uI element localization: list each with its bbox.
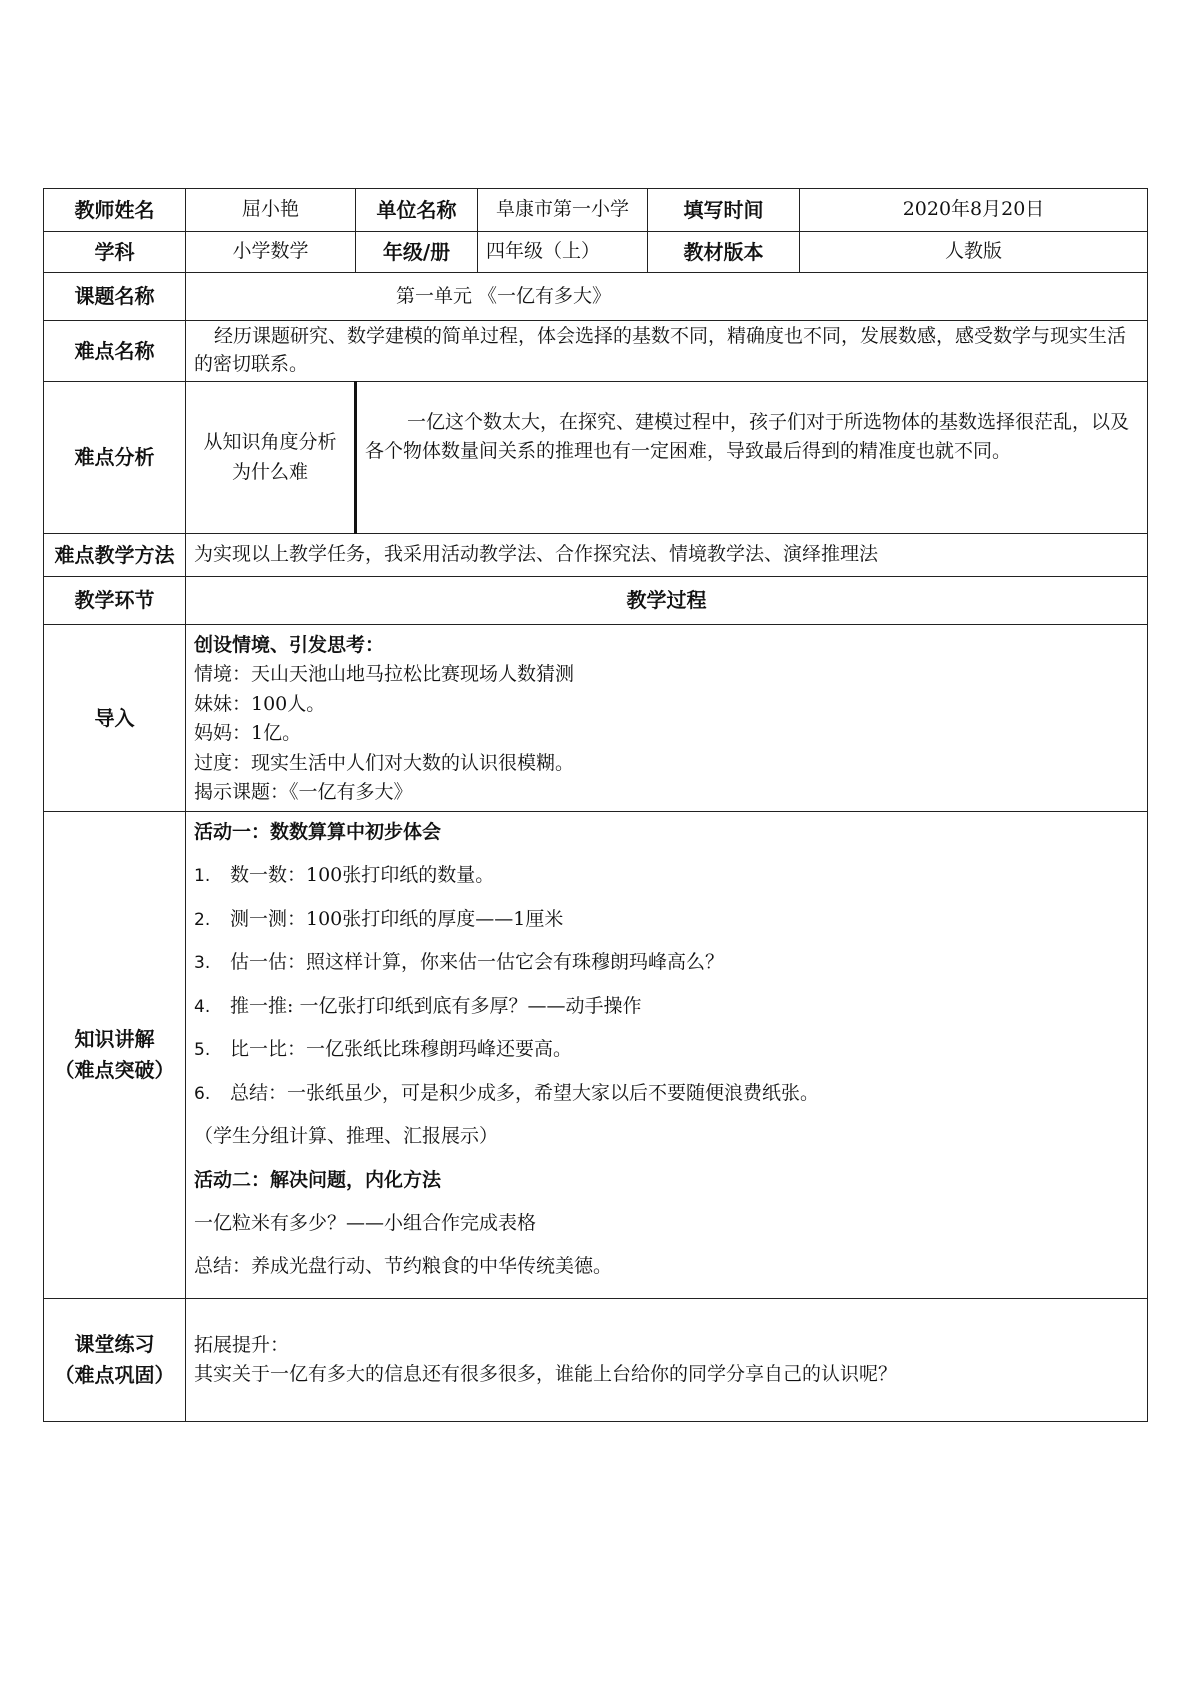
practice-text: 其实关于一亿有多大的信息还有很多很多，谁能上台给你的同学分享自己的认识呢？	[194, 1363, 898, 1385]
process-step-label: 教学环节	[44, 577, 186, 625]
step-number: 5.	[194, 1040, 211, 1061]
knowledge-label	[44, 812, 186, 1299]
intro-line: 情境：天山天池山地马拉松比赛现场人数猜测	[194, 663, 575, 686]
step-number: 6.	[194, 1083, 211, 1104]
intro-line: 妈妈：1亿。	[194, 722, 302, 745]
intro-line: 过度：现实生活中人们对大数的认识很模糊。	[194, 751, 575, 774]
step-item	[194, 1035, 1139, 1064]
activity2-line: 总结：养成光盘行动、节约粮食的中华传统美德。	[194, 1255, 613, 1278]
fill-date-label: 填写时间	[648, 189, 800, 232]
intro-content	[186, 625, 1148, 812]
step-number: 2.	[194, 909, 211, 930]
teacher-name-label: 教师姓名	[44, 189, 186, 232]
edition-value: 人教版	[800, 232, 1148, 273]
analysis-label: 难点分析	[44, 382, 186, 534]
difficulty-value: 经历课题研究、数学建模的简单过程，体会选择的基数不同，精确度也不同，发展数感，感受数学与现实生活的密切联系。	[186, 321, 1148, 382]
step-text: 比一比：一亿张纸比珠穆朗玛峰还要高。	[230, 1038, 573, 1061]
process-title: 教学过程	[186, 577, 1148, 625]
activity1-title: 活动一：数数算算中初步体会	[194, 821, 442, 843]
practice-row	[44, 1299, 1148, 1422]
practice-label-line2: （难点巩固）	[54, 1363, 175, 1387]
subject-value: 小学数学	[186, 232, 356, 273]
grade-value: 四年级（上）	[478, 232, 648, 273]
grade-label: 年级/册	[356, 232, 478, 273]
method-value: 为实现以上教学任务，我采用活动教学法、合作探究法、情境教学法、演绎推理法	[186, 534, 1148, 577]
analysis-value: 一亿这个数太大，在探究、建模过程中，孩子们对于所选物体的基数选择很茫乱，以及各个物体数量间关系的推理也有一定困难，导致最后得到的精准度也就不同。	[356, 382, 1148, 534]
step-item	[194, 992, 1139, 1021]
practice-label-line1: 课堂练习	[74, 1332, 155, 1356]
topic-value: 第一单元 《一亿有多大》	[186, 273, 1148, 321]
header-row-1	[44, 189, 1148, 232]
teacher-name-value: 屈小艳	[186, 189, 356, 232]
analysis-sub-label: 从知识角度分析为什么难	[186, 382, 356, 534]
intro-heading: 创设情境、引发思考：	[194, 634, 385, 656]
step-number: 4.	[194, 996, 211, 1017]
lesson-plan-form	[43, 188, 1147, 1422]
method-row	[44, 534, 1148, 577]
activity2-title: 活动二：解决问题，内化方法	[194, 1168, 442, 1191]
knowledge-label-line2: （难点突破）	[54, 1058, 175, 1082]
step-text: 总结：一张纸虽少，可是积少成多，希望大家以后不要随便浪费纸张。	[230, 1081, 820, 1104]
school-label: 单位名称	[356, 189, 478, 232]
practice-heading: 拓展提升：	[194, 1333, 290, 1356]
step-item	[194, 948, 1139, 977]
difficulty-label: 难点名称	[44, 321, 186, 382]
practice-content	[186, 1299, 1148, 1422]
header-row-2	[44, 232, 1148, 273]
lesson-plan-table	[43, 188, 1148, 1422]
analysis-row	[44, 382, 1148, 534]
edition-label: 教材版本	[648, 232, 800, 273]
school-value: 阜康市第一小学	[478, 189, 648, 232]
step-item	[194, 1079, 1139, 1108]
step-text: 测一测：100张打印纸的厚度——1厘米	[230, 907, 564, 930]
activity2-line: 一亿粒米有多少？——小组合作完成表格	[194, 1211, 537, 1234]
step-text: 数一数：100张打印纸的数量。	[230, 864, 495, 887]
fill-date-value: 2020年8月20日	[800, 189, 1148, 232]
step-number: 3.	[194, 953, 211, 974]
step-item	[194, 905, 1139, 934]
practice-label	[44, 1299, 186, 1422]
step-text: 推一推: 一亿张打印纸到底有多厚？——动手操作	[230, 994, 642, 1017]
subject-label: 学科	[44, 232, 186, 273]
intro-label: 导入	[44, 625, 186, 812]
topic-row	[44, 273, 1148, 321]
method-label: 难点教学方法	[44, 534, 186, 577]
step-text: 估一估：照这样计算，你来估一估它会有珠穆朗玛峰高么？	[230, 951, 725, 974]
knowledge-content	[186, 812, 1148, 1299]
intro-line: 妹妹：100人。	[194, 692, 326, 715]
step-item	[194, 861, 1139, 890]
intro-row	[44, 625, 1148, 812]
process-header-row	[44, 577, 1148, 625]
knowledge-label-line1: 知识讲解	[74, 1027, 155, 1051]
step-number: 1.	[194, 866, 211, 887]
topic-label: 课题名称	[44, 273, 186, 321]
knowledge-row	[44, 812, 1148, 1299]
intro-line: 揭示课题：《一亿有多大》	[194, 781, 413, 804]
group-note: （学生分组计算、推理、汇报展示）	[194, 1125, 499, 1148]
difficulty-row	[44, 321, 1148, 382]
